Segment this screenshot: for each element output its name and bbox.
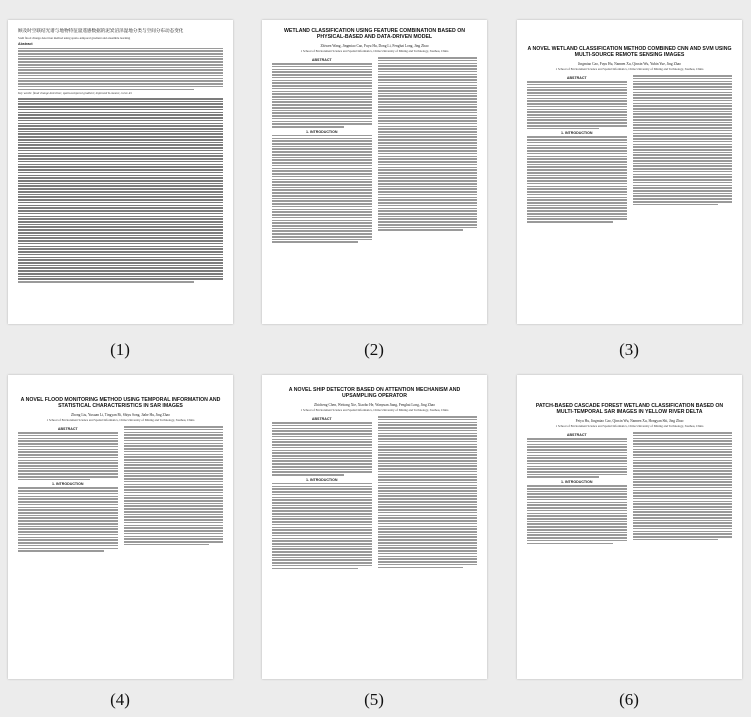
abstract-heading: ABSTRACT: [57, 427, 78, 432]
affiliation: 1 School of Environment Science and Spatial Informatics, China University of Mining and Technology, Xuzhou, China: [555, 424, 704, 429]
abstract-heading: ABSTRACT: [566, 76, 587, 81]
column-right: [633, 74, 733, 224]
figure-label-2: (2): [364, 340, 384, 359]
authors: Zhicheng Chen, Weitong Xie, Xiaobo He, Wanyuan Jiang, Fenghai Long, Jing Zhao: [313, 402, 436, 407]
column-left: [272, 415, 372, 570]
abstract-heading: ABSTRACT: [566, 433, 587, 438]
figure-label-3: (3): [619, 340, 639, 359]
paper-page-4: [8, 375, 233, 679]
page-title: A NOVEL WETLAND CLASSIFICATION METHOD COMBINED CNN AND SVM USING MULTI-SOURCE REMOTE SENSING IMAGES: [527, 46, 732, 59]
affiliation: 1 School of Environment Science and Spatial Informatics, China University of Mining and Technology, Xuzhou, China: [300, 408, 449, 413]
page-title: PATCH-BASED CASCADE FOREST WETLAND CLASSIFICATION BASED ON MULTI-TEMPORAL SAR IMAGES IN YELLOW RIVER DELTA: [535, 403, 724, 416]
paper-page-2: [262, 20, 487, 324]
abstract-heading: ABSTRACT: [311, 58, 332, 63]
abstract-heading: ABSTRACT: [311, 417, 332, 422]
keywords: Key words: flood change detection; spatio-temporal gradient; improved K-means; curve-let: [18, 91, 132, 96]
page-subtitle: SAR flood change detection method using spatio-temporal gradient and ensemble learning: [18, 35, 131, 40]
column-right: [378, 56, 478, 244]
paper-page-3: [517, 20, 742, 324]
column-left: [527, 431, 627, 545]
authors: Zhiwen Wang, Jingmiao Cao, Fuyu Hu, Dong Li, Fenghai Long, Jing Zhao: [320, 43, 429, 48]
paper-page-6: [517, 375, 742, 679]
column-left: [527, 74, 627, 224]
column-left: [18, 425, 118, 553]
intro-heading: 1. INTRODUCTION: [305, 477, 338, 482]
intro-heading: 1. INTRODUCTION: [305, 129, 338, 134]
authors: Feiyu Hu, Jingmiao Cao, Qinxin Wu, Nannen Xu, Hongyan Shi, Jing Zhao: [575, 418, 684, 423]
page-title: A NOVEL SHIP DETECTOR BASED ON ATTENTION MECHANISM AND UPSAMPLING OPERATOR: [288, 387, 461, 400]
column-right: [633, 431, 733, 545]
affiliation: 1 School of Environment Science and Spatial Informatics, China University of Mining and Technology, Xuzhou, China: [300, 49, 449, 54]
authors: Jingmiao Cao, Fuyu Hu, Nannen Xu, Qinxin Wu, Yubin Yue, Jing Zhao: [578, 61, 681, 66]
column-right: [124, 425, 224, 553]
column-right: [378, 415, 478, 570]
column-left: [272, 56, 372, 244]
abstract-text: [18, 48, 223, 91]
intro-heading: 1. INTRODUCTION: [51, 482, 84, 487]
figure-label-1: (1): [110, 340, 130, 359]
intro-heading: 1. INTRODUCTION: [560, 480, 593, 485]
page-title: 顾及时空联结光谱与地物特征量遥感数据的泥炭沼泽湿地分类与空间分布动态变化: [18, 28, 184, 33]
intro-heading: 1. INTRODUCTION: [560, 131, 593, 136]
figure-label-6: (6): [619, 690, 639, 709]
affiliation: 1 School of Environment Science and Spatial Informatics, China University of Mining and Technology, Xuzhou, China: [46, 418, 195, 423]
authors: Zhong Liu, Yuxuan Li, Tingyan Bi, Shiyu Song, Jiahe Hu, Jing Zhao: [71, 412, 170, 417]
abstract-heading: Abstract: [18, 42, 33, 47]
page-title: WETLAND CLASSIFICATION USING FEATURE COMBINATION BASED ON PHYSICAL-BASED AND DATA-DRIVEN MODEL: [284, 28, 465, 41]
paper-page-5: [262, 375, 487, 679]
page-title: A NOVEL FLOOD MONITORING METHOD USING TEMPORAL INFORMATION AND STATISTICAL CHARACTERISTICS IN SAR IMAGES: [20, 397, 221, 410]
figure-label-4: (4): [110, 690, 130, 709]
paper-page-1: [8, 20, 233, 324]
body-text: [18, 98, 223, 283]
affiliation: 1 School of Environment Science and Spatial Informatics, China University of Mining and Technology, Xuzhou, China: [555, 67, 704, 72]
figure-label-5: (5): [364, 690, 384, 709]
